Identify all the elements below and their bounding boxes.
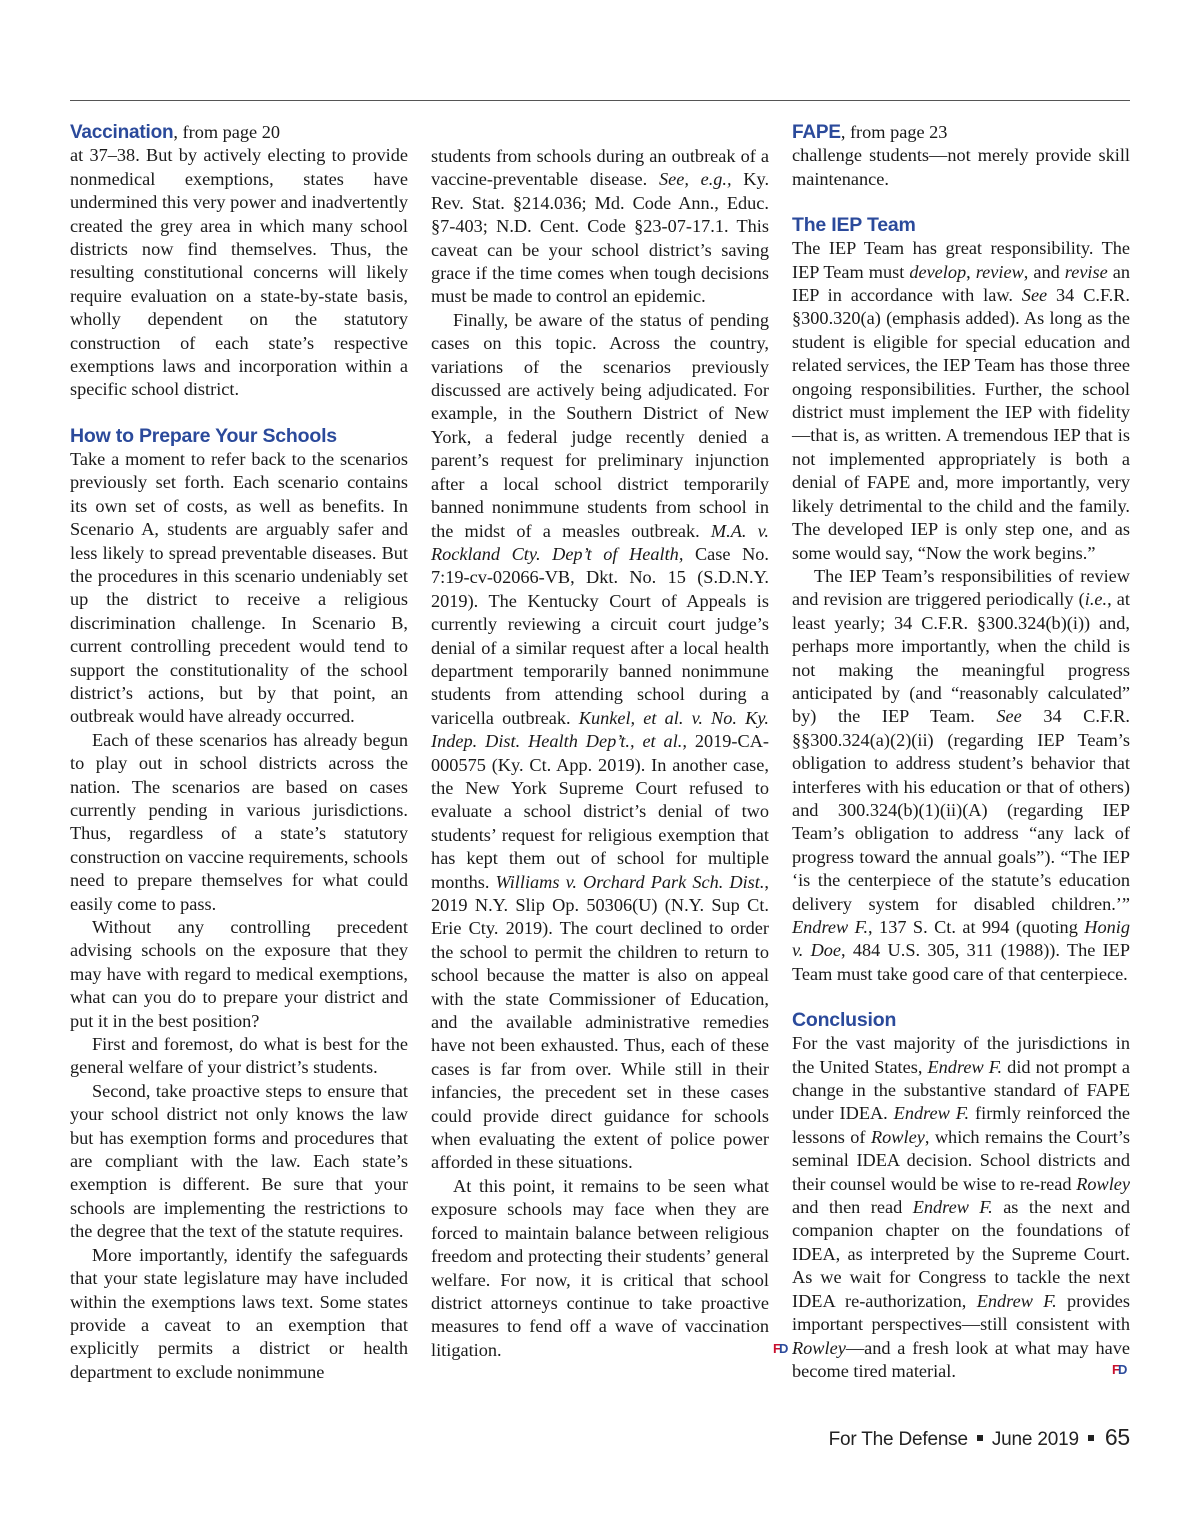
paragraph: at 37–38. But by actively electing to provide nonmedical exemptions, states have undermined this very power and inadvertently created the grey area in which many school districts now find themselves. Thus, the resulting constitutional concerns will likely require evaluation on a state-by-state basis, wholly dependent on the statutory construction of each state’s respective exemptions laws and incorporation within a specific school district.: [70, 145, 408, 400]
section-heading: How to Prepare Your Schools: [70, 424, 337, 447]
ftd-logo-icon: F D: [1112, 1361, 1128, 1377]
square-bullet-icon: [977, 1435, 983, 1441]
section-heading: Conclusion: [792, 1009, 897, 1032]
jump-line-fape: [792, 121, 1130, 144]
jump-title: FAPE: [792, 122, 841, 143]
page-footer: [829, 1424, 1130, 1451]
jump-line-vaccination: [70, 121, 408, 144]
paragraph: For the vast majority of the jurisdictions in the United States, Endrew F. did not prompt a change in the substantive standard of FAPE under IDEA. Endrew F. firmly reinforced the lessons of Rowley, which remains the Court’s seminal IDEA decision. School districts and their counsel would be wise to re-read Rowley and then read Endrew F. as the next and companion chapter on the foundations of IDEA, as interpreted by the Supreme Court. As we wait for Congress to tackle the next IDEA re-authorization, Endrew F. provides important perspectives—still consistent with Rowley—and a fresh look at what may have become tired material. F D: [792, 1033, 1130, 1381]
paragraph: First and foremost, do what is best for the general welfare of your district’s students.: [70, 1034, 408, 1078]
jump-from: , from page 20: [173, 122, 281, 142]
paragraph: Without any controlling precedent advising schools on the exposure that they may have with regard to medical exemptions, what can you do to prepare your district and put it in the best position?: [70, 917, 408, 1031]
section-heading: The IEP Team: [792, 214, 916, 237]
paragraph: Take a moment to refer back to the scenarios previously set forth. Each scenario contains its own set of costs, as well as benefits. In Scenario A, students are arguably safer and less likely to spread preventable diseases. But the procedures in this scenario undeniably set up the district to receive a religious discrimination challenge. In Scenario B, current controlling precedent would tend to support the constitutionality of the school district’s actions, but by that point, an outbreak would have already occurred.: [70, 448, 408, 727]
paragraph: students from schools during an outbreak of a vaccine-preventable disease. See, e.g., Ky. Rev. Stat. §214.036; Md. Code Ann., Educ. §7-403; N.D. Cent. Code §23-07-17.1. This caveat can be your school district’s saving grace if the time comes when tough decisions must be made to control an epidemic.: [431, 146, 770, 307]
column-middle: [431, 145, 789, 1362]
jump-from: , from page 23: [840, 122, 948, 142]
column-right: [792, 121, 1130, 1383]
header-rule: [70, 100, 1130, 101]
case-citation: Honig v. Doe: [792, 917, 1130, 961]
square-bullet-icon: [1088, 1435, 1094, 1441]
paragraph: More importantly, identify the safeguards that your state legislature may have included within the exemptions laws text. Some states provide a caveat to an exemption that explicitly permits a district or health department to exclude nonimmune: [70, 1244, 408, 1382]
case-citation: Kunkel, et al. v. No. Ky. Indep. Dist. Health Dep’t., et al.,: [431, 707, 769, 752]
paragraph: Finally, be aware of the status of pending cases on this topic. Across the country, variations of the scenarios previously discussed are actively being adjudicated. For example, in the Southern District of New York, a federal judge recently denied a parent’s request for preliminary injunction after a local school district temporarily banned nonimmune students from school in the midst of a measles outbreak. M.A. v. Rockland Cty. Dep’t of Health, Case No. 7:19-cv-02066-VB, Dkt. No. 15 (S.D.N.Y. 2019). The Kentucky Court of Appeals is currently reviewing a circuit court judge’s denial of a similar request after a local health department temporarily banned nonimmune students from attending school during a varicella outbreak. Kunkel, et al. v. No. Ky. Indep. Dist. Health Dep’t., et al., 2019-CA-000575 (Ky. Ct. App. 2019). In another case, the New York Supreme Court refused to evaluate a school district’s denial of two students’ request for religious exemption that has kept them out of school for multiple months. Williams v. Orchard Park Sch. Dist., 2019 N.Y. Slip Op. 50306(U) (N.Y. Sup Ct. Erie Cty. 2019). The court declined to order the school to permit the children to return to school because the matter is also on appeal with the state Commissioner of Education, and the available administrative remedies have not been exhausted. Thus, each of these cases is far from over. While still in their infancies, the precedent set in these cases could provide direct guidance for schools when evaluating the extent of police power afforded in these situations.: [431, 309, 769, 1173]
paragraph: At this point, it remains to be seen what exposure schools may face when they are forced to maintain balance between religious freedom and protecting their students’ general welfare. For now, it is critical that school district attorneys continue to take proactive measures to fend off a wave of vaccination litigation. F D: [431, 1175, 789, 1360]
paragraph: The IEP Team’s responsibilities of review and revision are triggered periodically (i.e., at least yearly; 34 C.F.R. §300.324(b)(i)) and, perhaps more importantly, when the child is not making the meaningful progress anticipated by (and “reasonably calculated” by) the IEP Team. See 34 C.F.R. §§300.324(a)(2)(ii) (regarding IEP Team’s obligation to address student’s behavior that interferes with his education or that of others) and 300.324(b)(1)(ii)(A) (regarding IEP Team’s obligation to address “any lack of progress toward the annual goals”). “The IEP ‘is the centerpiece of the statute’s education delivery system for disabled children.’” Endrew F., 137 S. Ct. at 994 (quoting Honig v. Doe, 484 U.S. 305, 311 (1988)). The IEP Team must take good care of that centerpiece.: [792, 565, 1130, 984]
case-citation: M.A. v. Rockland Cty. Dep’t of Health,: [431, 520, 769, 564]
page-number: 65: [1104, 1424, 1130, 1450]
case-citation: Williams v. Orchard Park Sch. Dist.: [495, 871, 765, 892]
issue-date: June 2019: [991, 1429, 1079, 1450]
column-left: [70, 121, 408, 1384]
paragraph: Second, take proactive steps to ensure that your school district not only knows the law but has exemption forms and procedures that are compliant with the law. Each state’s exemption is different. Be sure that your schools are implementing the restrictions to the degree that the text of the statute requires.: [70, 1080, 408, 1242]
paragraph: challenge students—not merely provide skill maintenance.: [792, 145, 1130, 189]
case-citation: Endrew F.: [792, 917, 869, 937]
ftd-logo-icon: F D: [773, 1340, 789, 1356]
publication-name: For The Defense: [828, 1429, 968, 1450]
jump-title: Vaccination: [70, 122, 174, 143]
paragraph: Each of these scenarios has already begun to play out in school districts across the nation. The scenarios are based on cases currently pending in various jurisdictions. Thus, regardless of a state’s statutory construction on vaccine requirements, schools need to prepare themselves for what could easily come to pass.: [70, 729, 408, 914]
paragraph: The IEP Team has great responsibility. The IEP Team must develop, review, and revise an IEP in accordance with law. See 34 C.F.R. §300.320(a) (emphasis added). As long as the student is eligible for special education and related services, the IEP Team has those three ongoing responsibilities. Further, the school district must implement the IEP with fidelity—that is, as written. A tremendous IEP that is not implemented appropriately is both a denial of FAPE and, more importantly, very likely detrimental to the child and the family. The developed IEP is only step one, and as some would say, “Now the work begins.”: [792, 238, 1131, 563]
